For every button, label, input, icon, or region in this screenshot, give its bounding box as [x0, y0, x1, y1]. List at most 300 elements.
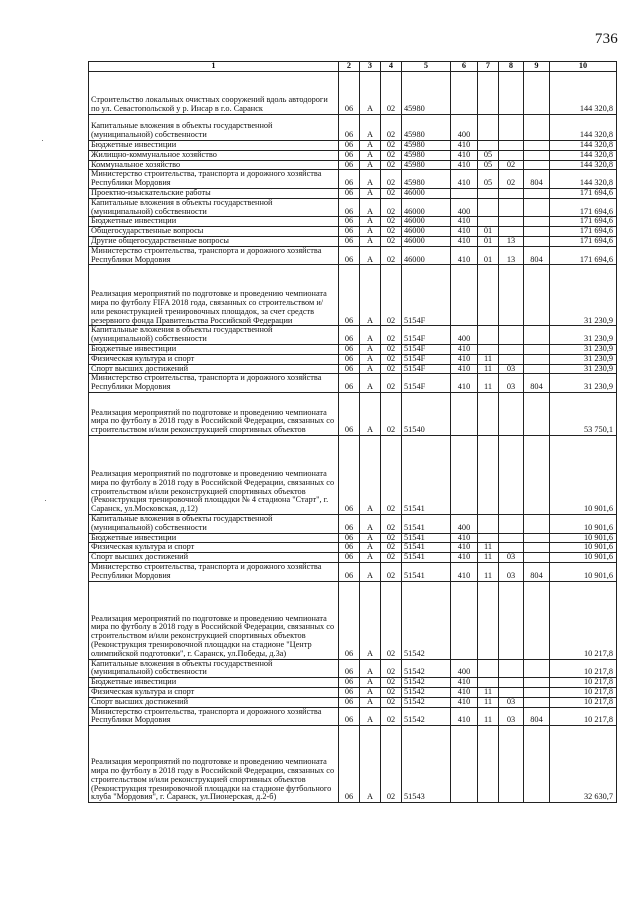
table-row [89, 246, 617, 265]
code-cell [499, 581, 524, 659]
code-cell: 410 [451, 141, 478, 151]
amount-cell: 10 217,8 [550, 697, 617, 707]
amount-cell: 10 901,6 [550, 435, 617, 514]
code-cell [451, 392, 478, 435]
table-row [89, 150, 617, 160]
code-cell: 06 [339, 265, 360, 326]
code-cell: А [360, 344, 381, 354]
table-row [89, 678, 617, 688]
code-cell [524, 659, 550, 678]
code-cell: 06 [339, 188, 360, 198]
table-row [89, 697, 617, 707]
code-cell: 06 [339, 707, 360, 726]
code-cell [478, 726, 499, 803]
table-row [89, 726, 617, 803]
code-cell: 02 [381, 514, 402, 533]
code-cell: 06 [339, 115, 360, 141]
code-cell: 46000 [402, 188, 451, 198]
code-cell: 410 [451, 170, 478, 189]
scan-speck [42, 140, 43, 141]
code-cell: 46000 [402, 198, 451, 217]
code-cell: 02 [381, 553, 402, 563]
table-row [89, 364, 617, 374]
table-row [89, 344, 617, 354]
code-cell: А [360, 115, 381, 141]
item-name-cell: Общегосударственные вопросы [89, 227, 339, 237]
table-row [89, 374, 617, 393]
item-name-cell: Министерство строительства, транспорта и дорожного хозяйства Республики Мордовия [89, 374, 339, 393]
amount-cell: 171 694,6 [550, 188, 617, 198]
code-cell: А [360, 678, 381, 688]
column-header: 1 [89, 62, 339, 72]
code-cell: 02 [381, 678, 402, 688]
amount-cell: 31 230,9 [550, 374, 617, 393]
code-cell [524, 581, 550, 659]
amount-cell: 10 901,6 [550, 562, 617, 581]
code-cell: 804 [524, 562, 550, 581]
code-cell [478, 392, 499, 435]
code-cell: 46000 [402, 236, 451, 246]
column-header: 2 [339, 62, 360, 72]
code-cell: 46000 [402, 217, 451, 227]
code-cell: 02 [499, 170, 524, 189]
code-cell: А [360, 217, 381, 227]
code-cell: А [360, 150, 381, 160]
amount-cell: 144 320,8 [550, 160, 617, 170]
code-cell [451, 435, 478, 514]
amount-cell: 10 217,8 [550, 687, 617, 697]
column-header: 6 [451, 62, 478, 72]
code-cell [499, 188, 524, 198]
code-cell: 02 [381, 707, 402, 726]
code-cell: 01 [478, 236, 499, 246]
code-cell [451, 265, 478, 326]
code-cell: 804 [524, 707, 550, 726]
code-cell: 06 [339, 392, 360, 435]
code-cell: 03 [499, 562, 524, 581]
code-cell [478, 141, 499, 151]
code-cell: А [360, 160, 381, 170]
code-cell: 02 [381, 246, 402, 265]
code-cell: 45980 [402, 150, 451, 160]
amount-cell: 10 217,8 [550, 659, 617, 678]
code-cell [478, 678, 499, 688]
code-cell [499, 198, 524, 217]
code-cell: 804 [524, 246, 550, 265]
code-cell [478, 581, 499, 659]
code-cell: 11 [478, 687, 499, 697]
code-cell [524, 687, 550, 697]
code-cell: А [360, 236, 381, 246]
code-cell [478, 265, 499, 326]
table-row [89, 514, 617, 533]
code-cell: А [360, 227, 381, 237]
code-cell: А [360, 726, 381, 803]
table-row [89, 236, 617, 246]
code-cell: 02 [381, 188, 402, 198]
item-name-cell: Физическая культура и спорт [89, 354, 339, 364]
code-cell: 02 [381, 150, 402, 160]
code-cell: 13 [499, 246, 524, 265]
code-cell: 06 [339, 217, 360, 227]
code-cell: А [360, 533, 381, 543]
code-cell: 410 [451, 344, 478, 354]
code-cell [499, 217, 524, 227]
code-cell: 5154F [402, 265, 451, 326]
budget-table [88, 61, 617, 803]
code-cell [451, 726, 478, 803]
code-cell: 51540 [402, 392, 451, 435]
item-name-cell: Другие общегосударственные вопросы [89, 236, 339, 246]
amount-cell: 53 750,1 [550, 392, 617, 435]
code-cell: 02 [381, 170, 402, 189]
table-row [89, 659, 617, 678]
code-cell: 45980 [402, 115, 451, 141]
code-cell [499, 726, 524, 803]
code-cell [524, 354, 550, 364]
item-name-cell: Жилищно-коммунальное хозяйство [89, 150, 339, 160]
table-row [89, 581, 617, 659]
code-cell: А [360, 364, 381, 374]
code-cell: 03 [499, 374, 524, 393]
code-cell: 46000 [402, 246, 451, 265]
code-cell: А [360, 543, 381, 553]
code-cell: 51543 [402, 726, 451, 803]
code-cell: 400 [451, 198, 478, 217]
code-cell: 45980 [402, 160, 451, 170]
amount-cell: 144 320,8 [550, 115, 617, 141]
code-cell: 02 [381, 581, 402, 659]
table-row [89, 707, 617, 726]
code-cell: 06 [339, 246, 360, 265]
code-cell [478, 435, 499, 514]
code-cell: А [360, 326, 381, 345]
code-cell: 02 [381, 344, 402, 354]
item-name-cell: Физическая культура и спорт [89, 543, 339, 553]
code-cell: 02 [381, 392, 402, 435]
code-cell [524, 726, 550, 803]
code-cell: 06 [339, 141, 360, 151]
code-cell [499, 354, 524, 364]
item-name-cell: Реализация мероприятий по подготовке и проведению чемпионата мира по футболу в 2018 году в Российской Федерации, связанных со строительством и/или реконструкцией спортивных объектов [89, 392, 339, 435]
code-cell: А [360, 170, 381, 189]
amount-cell: 171 694,6 [550, 227, 617, 237]
code-cell: 06 [339, 354, 360, 364]
code-cell: 02 [381, 533, 402, 543]
code-cell: 410 [451, 533, 478, 543]
code-cell: 410 [451, 687, 478, 697]
item-name-cell: Бюджетные инвестиции [89, 533, 339, 543]
amount-cell: 31 230,9 [550, 326, 617, 345]
code-cell: 06 [339, 364, 360, 374]
item-name-cell: Коммунальное хозяйство [89, 160, 339, 170]
code-cell [524, 236, 550, 246]
code-cell [478, 533, 499, 543]
code-cell: 03 [499, 697, 524, 707]
code-cell [478, 188, 499, 198]
code-cell: 13 [499, 236, 524, 246]
code-cell [478, 659, 499, 678]
code-cell: 02 [381, 435, 402, 514]
code-cell: 06 [339, 514, 360, 533]
code-cell: А [360, 354, 381, 364]
item-name-cell: Проектно-изыскательские работы [89, 188, 339, 198]
code-cell: 51542 [402, 687, 451, 697]
table-row [89, 687, 617, 697]
code-cell: 5154F [402, 326, 451, 345]
table-row [89, 354, 617, 364]
amount-cell: 144 320,8 [550, 150, 617, 160]
code-cell: 400 [451, 115, 478, 141]
code-cell: 51542 [402, 659, 451, 678]
code-cell: 11 [478, 374, 499, 393]
code-cell [499, 543, 524, 553]
code-cell: А [360, 659, 381, 678]
code-cell: 01 [478, 227, 499, 237]
amount-cell: 10 217,8 [550, 678, 617, 688]
code-cell: 06 [339, 533, 360, 543]
code-cell [524, 553, 550, 563]
code-cell: 410 [451, 364, 478, 374]
code-cell: 410 [451, 678, 478, 688]
code-cell: 06 [339, 562, 360, 581]
code-cell: 06 [339, 198, 360, 217]
code-cell: 45980 [402, 72, 451, 115]
code-cell: 06 [339, 543, 360, 553]
code-cell [524, 150, 550, 160]
code-cell: А [360, 697, 381, 707]
amount-cell: 171 694,6 [550, 236, 617, 246]
code-cell [524, 364, 550, 374]
code-cell: 02 [381, 687, 402, 697]
item-name-cell: Реализация мероприятий по подготовке и проведению чемпионата мира по футболу в 2018 году в Российской Федерации, связанных со строительством и/или реконструкцией спортивных объектов (Реконструкция тренировочной площадки на стадионе футбольного клуба "Мордовия", г. Саранск, ул.Пионерская, д.2-б) [89, 726, 339, 803]
code-cell: А [360, 562, 381, 581]
code-cell: 06 [339, 344, 360, 354]
code-cell: 410 [451, 150, 478, 160]
code-cell [451, 581, 478, 659]
amount-cell: 10 901,6 [550, 543, 617, 553]
code-cell: 05 [478, 150, 499, 160]
code-cell: 02 [381, 217, 402, 227]
amount-cell: 171 694,6 [550, 217, 617, 227]
code-cell: 410 [451, 543, 478, 553]
column-header: 3 [360, 62, 381, 72]
code-cell: 5154F [402, 354, 451, 364]
code-cell: 06 [339, 678, 360, 688]
code-cell: 02 [381, 354, 402, 364]
amount-cell: 31 230,9 [550, 354, 617, 364]
code-cell: А [360, 188, 381, 198]
code-cell [499, 326, 524, 345]
code-cell: 06 [339, 687, 360, 697]
table-row [89, 533, 617, 543]
code-cell [499, 72, 524, 115]
code-cell [499, 141, 524, 151]
code-cell [524, 326, 550, 345]
code-cell [499, 115, 524, 141]
code-cell: 410 [451, 354, 478, 364]
code-cell: 45980 [402, 170, 451, 189]
code-cell: 410 [451, 236, 478, 246]
code-cell [524, 533, 550, 543]
code-cell [499, 435, 524, 514]
code-cell: 51542 [402, 707, 451, 726]
table-row [89, 160, 617, 170]
code-cell: 01 [478, 246, 499, 265]
column-header: 9 [524, 62, 550, 72]
table-row [89, 435, 617, 514]
table-row [89, 227, 617, 237]
code-cell: 5154F [402, 344, 451, 354]
code-cell: 410 [451, 553, 478, 563]
code-cell: 02 [381, 726, 402, 803]
code-cell: 02 [381, 227, 402, 237]
code-cell: 51541 [402, 514, 451, 533]
table-row [89, 392, 617, 435]
code-cell [524, 72, 550, 115]
code-cell: 02 [381, 543, 402, 553]
code-cell: 06 [339, 326, 360, 345]
code-cell [524, 141, 550, 151]
code-cell [499, 392, 524, 435]
code-cell [478, 115, 499, 141]
code-cell [524, 344, 550, 354]
code-cell: 5154F [402, 374, 451, 393]
code-cell: 02 [381, 198, 402, 217]
table-row [89, 188, 617, 198]
code-cell: 05 [478, 160, 499, 170]
table-header-row [89, 62, 617, 72]
code-cell [524, 392, 550, 435]
code-cell: 02 [381, 160, 402, 170]
code-cell: 400 [451, 514, 478, 533]
table-row [89, 72, 617, 115]
item-name-cell: Физическая культура и спорт [89, 687, 339, 697]
code-cell: 410 [451, 697, 478, 707]
item-name-cell: Строительство локальных очистных сооружений вдоль автодороги по ул. Севастопольской у р. Инсар в г.о. Саранск [89, 72, 339, 115]
code-cell: 06 [339, 150, 360, 160]
code-cell: 02 [381, 141, 402, 151]
item-name-cell: Капитальные вложения в объекты государственной (муниципальной) собственности [89, 198, 339, 217]
code-cell: 410 [451, 246, 478, 265]
code-cell: 06 [339, 553, 360, 563]
code-cell [478, 198, 499, 217]
amount-cell: 10 901,6 [550, 514, 617, 533]
code-cell: 11 [478, 697, 499, 707]
code-cell [499, 344, 524, 354]
code-cell: 02 [381, 236, 402, 246]
item-name-cell: Капитальные вложения в объекты государственной (муниципальной) собственности [89, 115, 339, 141]
item-name-cell: Министерство строительства, транспорта и дорожного хозяйства Республики Мордовия [89, 562, 339, 581]
code-cell [524, 435, 550, 514]
code-cell: 02 [381, 115, 402, 141]
code-cell [499, 150, 524, 160]
code-cell [524, 160, 550, 170]
code-cell [524, 543, 550, 553]
item-name-cell: Спорт высших достижений [89, 364, 339, 374]
code-cell: 02 [499, 160, 524, 170]
code-cell: 51542 [402, 678, 451, 688]
code-cell [499, 687, 524, 697]
item-name-cell: Капитальные вложения в объекты государственной (муниципальной) собственности [89, 514, 339, 533]
code-cell: А [360, 392, 381, 435]
amount-cell: 31 230,9 [550, 344, 617, 354]
table-row [89, 562, 617, 581]
code-cell: 5154F [402, 364, 451, 374]
amount-cell: 10 901,6 [550, 553, 617, 563]
code-cell [499, 533, 524, 543]
amount-cell: 31 230,9 [550, 364, 617, 374]
code-cell [524, 115, 550, 141]
table-row [89, 141, 617, 151]
code-cell: А [360, 514, 381, 533]
code-cell: 02 [381, 326, 402, 345]
column-header: 7 [478, 62, 499, 72]
code-cell: А [360, 265, 381, 326]
code-cell: 06 [339, 236, 360, 246]
item-name-cell: Спорт высших достижений [89, 697, 339, 707]
amount-cell: 144 320,8 [550, 170, 617, 189]
code-cell: 11 [478, 364, 499, 374]
item-name-cell: Бюджетные инвестиции [89, 141, 339, 151]
item-name-cell: Реализация мероприятий по подготовке и проведению чемпионата мира по футболу FIFA 2018 года, связанных со строительством и/или реконструкцией тренировочных площадок, за счет средств резервного фонда Правительства Российской Федерации [89, 265, 339, 326]
code-cell: А [360, 246, 381, 265]
amount-cell: 171 694,6 [550, 246, 617, 265]
code-cell [524, 265, 550, 326]
code-cell [478, 344, 499, 354]
code-cell: 51541 [402, 435, 451, 514]
code-cell [524, 217, 550, 227]
column-header: 4 [381, 62, 402, 72]
code-cell: А [360, 553, 381, 563]
code-cell [499, 659, 524, 678]
code-cell: 410 [451, 227, 478, 237]
item-name-cell: Бюджетные инвестиции [89, 217, 339, 227]
amount-cell: 10 217,8 [550, 707, 617, 726]
item-name-cell: Капитальные вложения в объекты государственной (муниципальной) собственности [89, 326, 339, 345]
column-header: 8 [499, 62, 524, 72]
code-cell: 06 [339, 435, 360, 514]
code-cell [478, 326, 499, 345]
code-cell: 11 [478, 543, 499, 553]
code-cell [499, 265, 524, 326]
code-cell: 06 [339, 659, 360, 678]
code-cell: 06 [339, 72, 360, 115]
code-cell: 410 [451, 707, 478, 726]
item-name-cell: Министерство строительства, транспорта и дорожного хозяйства Республики Мордовия [89, 170, 339, 189]
amount-cell: 31 230,9 [550, 265, 617, 326]
code-cell: 02 [381, 364, 402, 374]
code-cell: 11 [478, 562, 499, 581]
code-cell: 03 [499, 553, 524, 563]
table-row [89, 170, 617, 189]
code-cell: 804 [524, 170, 550, 189]
code-cell [478, 217, 499, 227]
code-cell: 11 [478, 553, 499, 563]
amount-cell: 10 901,6 [550, 533, 617, 543]
code-cell: А [360, 581, 381, 659]
code-cell: 02 [381, 72, 402, 115]
code-cell: А [360, 198, 381, 217]
code-cell: 400 [451, 659, 478, 678]
scan-speck [45, 500, 46, 501]
code-cell: 02 [381, 265, 402, 326]
item-name-cell: Бюджетные инвестиции [89, 678, 339, 688]
code-cell: 06 [339, 374, 360, 393]
amount-cell: 32 630,7 [550, 726, 617, 803]
code-cell: 46000 [402, 227, 451, 237]
code-cell: 02 [381, 562, 402, 581]
